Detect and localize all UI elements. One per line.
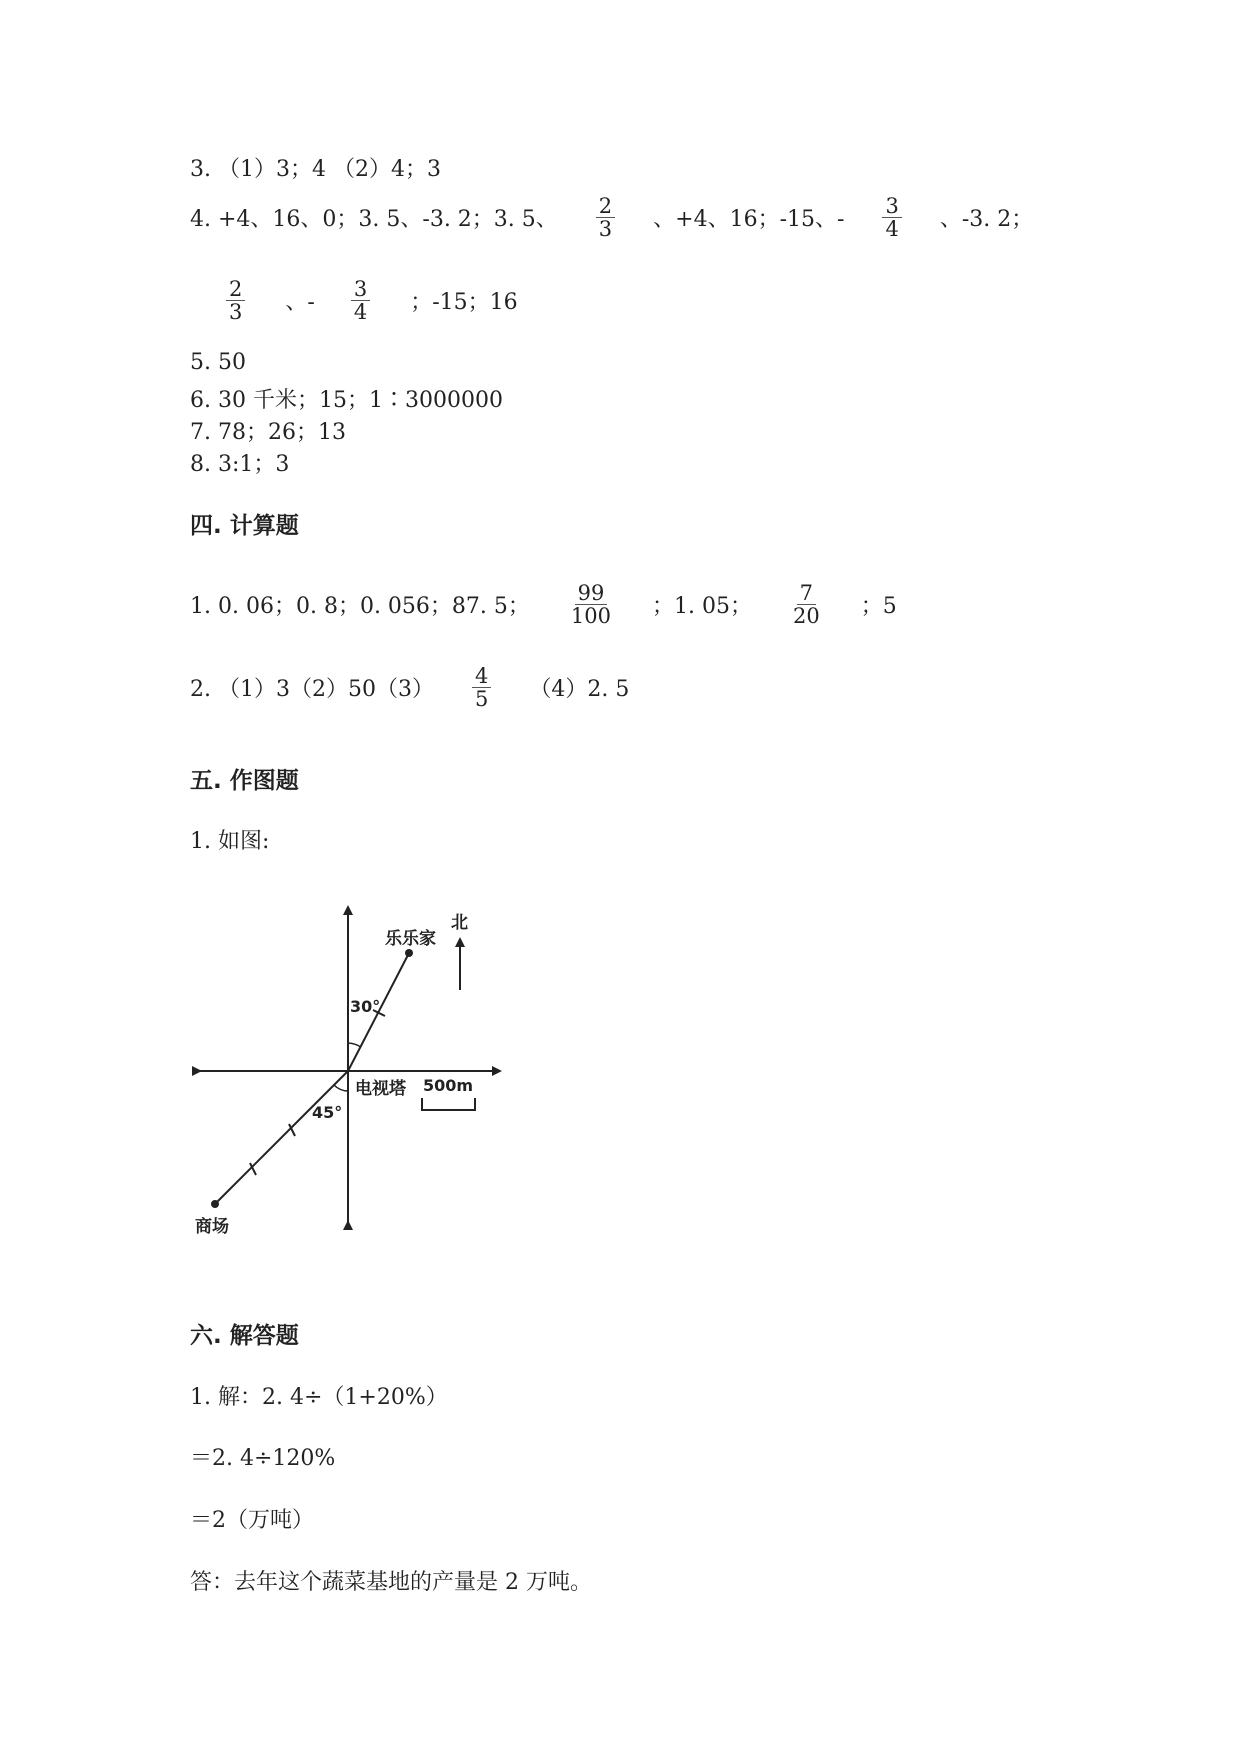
solution-answer: 答：去年这个蔬菜基地的产量是 2 万吨。: [190, 1570, 592, 1595]
section-6-title: 六. 解答题: [190, 1323, 299, 1349]
label-scale: 500m: [423, 1076, 474, 1095]
label-tower: 电视塔: [355, 1079, 406, 1099]
answer-4-line2: [222, 278, 518, 323]
fraction: $\frac{2}{3}$: [596, 195, 615, 240]
section-5-title: 五. 作图题: [190, 768, 299, 794]
fraction: $\frac{7}{20}$: [792, 581, 820, 629]
fraction: $\frac{3}{4}$: [882, 195, 901, 240]
answer-7: 7. 78；26；13: [190, 420, 346, 445]
fraction: $\frac{3}{4}$: [351, 278, 370, 323]
answer-4-text-c: 、-3. 2；: [939, 207, 1034, 233]
answer-4-text-e: ；-15；16: [410, 290, 518, 316]
solution-line-1: 1. 解：2. 4÷（1+20%）: [190, 1385, 448, 1410]
answer-4-text-a: 4. +4、16、0；3. 5、-3. 2；3. 5、: [190, 207, 558, 233]
mall-point: [211, 1200, 219, 1208]
answer-4-text-b: 、+4、16；-15、-: [653, 207, 845, 233]
section-4-title: 四. 计算题: [190, 513, 299, 539]
angle-arc-30: [348, 1043, 361, 1047]
answer-3: 3. （1）3；4 （2）4；3: [190, 157, 441, 182]
direction-diagram: [185, 895, 545, 1245]
solution-line-2: ＝2. 4÷120%: [190, 1446, 336, 1471]
scale-bar: [422, 1098, 475, 1110]
label-north: 北: [451, 913, 468, 933]
solution-line-3: ＝2（万吨）: [190, 1508, 314, 1533]
line-to-mall: [215, 1071, 348, 1204]
answer-4-line1: [190, 195, 1033, 240]
label-home: 乐乐家: [385, 929, 436, 949]
label-mall: 商场: [195, 1217, 229, 1237]
fraction: $\frac{99}{100}$: [570, 581, 611, 629]
fraction: $\frac{4}{5}$: [472, 665, 491, 710]
drawing-answer-1: 1. 如图:: [190, 829, 270, 854]
calc-answer-1: 1. 0. 06；0. 8；0. 056；87. 5； $\frac{99}{100}$ ；1. 05； $\frac{7}{20}$ ；5: [190, 581, 897, 629]
label-angle-45: 45°: [312, 1103, 343, 1122]
label-angle-30: 30°: [350, 997, 381, 1016]
answer-6: 6. 30 千米；15；1∶3000000: [190, 388, 503, 413]
answer-8: 8. 3:1；3: [190, 452, 290, 477]
fraction: $\frac{2}{3}$: [226, 278, 245, 323]
answer-5: 5. 50: [190, 350, 246, 375]
home-point: [405, 949, 413, 957]
answer-4-text-d: 、-: [285, 290, 315, 316]
angle-arc-45: [334, 1085, 348, 1091]
calc-answer-2: 2. （1）3（2）50（3） $\frac{4}{5}$ （4）2. 5: [190, 664, 630, 712]
